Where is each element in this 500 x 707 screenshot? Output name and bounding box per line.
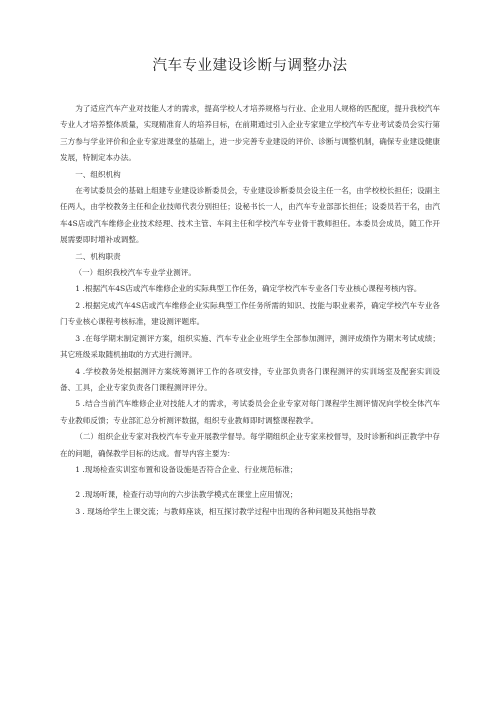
list-item: 4 .学校教务处根据测评方案统筹测评工作的各项安排，专业部负责各门课程测评的实训场室及配套实训设备、工具，企业专家负责各门课程测评评分。 [60, 366, 440, 392]
list-item: 2 .现场听课，检查行动导向的六步法教学模式在课堂上应用情况； [75, 490, 298, 500]
list-item: 3 . 现场给学生上课交流；与教师座谈，相互探讨教学过程中出现的各种问题及其他指导教 [75, 506, 376, 516]
list-item: 1 .现场检查实训室布置和设备设施是否符合企业、行业规范标准； [75, 464, 298, 474]
subsection-heading-assessment: （一）组织我校汽车专业学业测评。 [74, 268, 196, 278]
section-heading-responsibilities: 二、机构职责 [75, 251, 121, 261]
section-heading-organization: 一、组织机构 [75, 169, 121, 179]
organization-paragraph: 在考试委员会的基础上组建专业建设诊断委员会，专业建设诊断委员会设主任一名，由学校校长担任；设副主任两人，由学校教务主任和企业技师代表分别担任；设秘书长一人，由汽车专业部部长担任；设委员若干名，由汽车4S店或汽车维修企业技术经理、技术主管、车间主任和学校汽车专业骨干教师担任。本委员会成员，随工作开展需要即时增补或调整。 [60, 186, 440, 245]
intro-paragraph: 为了适应汽车产业对技能人才的需求，提高学校人才培养规格与行业、企业用人规格的匹配度，提升我校汽车专业人才培养整体质量，实现精准育人的培养目标，在前期通过引入企业专家建立学校汽车专业考试委员会实行第三方参与学业评价和企业专家进课堂的基础上，进一步完善专业建设的评价、诊断与调整机制，确保专业建设健康发展，特制定本办法。 [60, 104, 440, 163]
document-title: 汽车专业建设诊断与调整办法 [152, 58, 348, 74]
list-item: 1 .根据汽车4S店或汽车维修企业的实际典型工作任务，确定学校汽车专业各门专业核心课程考核内容。 [75, 284, 422, 294]
document-body [60, 101, 440, 520]
list-item: 2 .根据完成汽车4S店或汽车维修企业实际典型工作任务所需的知识、技能与职业素养，确定学校汽车专业各门专业核心课程考核标准，建设测评题库。 [60, 300, 440, 327]
subsection-heading-supervision: （二）组织企业专家对我校汽车专业开展教学督导。每学期组织企业专家来校督导，及时诊断和纠正教学中存在的问题，确保教学目标的达成。督导内容主要为： [60, 432, 440, 458]
list-item: 3 .在每学期末制定测评方案，组织实施、汽车专业企业班学生全部参加测评，测评成绩作为期末考试成绩；其它班级采取随机抽取的方式进行测评。 [60, 333, 440, 360]
list-item: 5 .结合当前汽车维修企业对技能人才的需求，考试委员会企业专家对每门课程学生测评情况向学校全体汽车专业教师反馈；专业部汇总分析测评数据，组织专业教师即时调整课程教学。 [60, 399, 440, 425]
